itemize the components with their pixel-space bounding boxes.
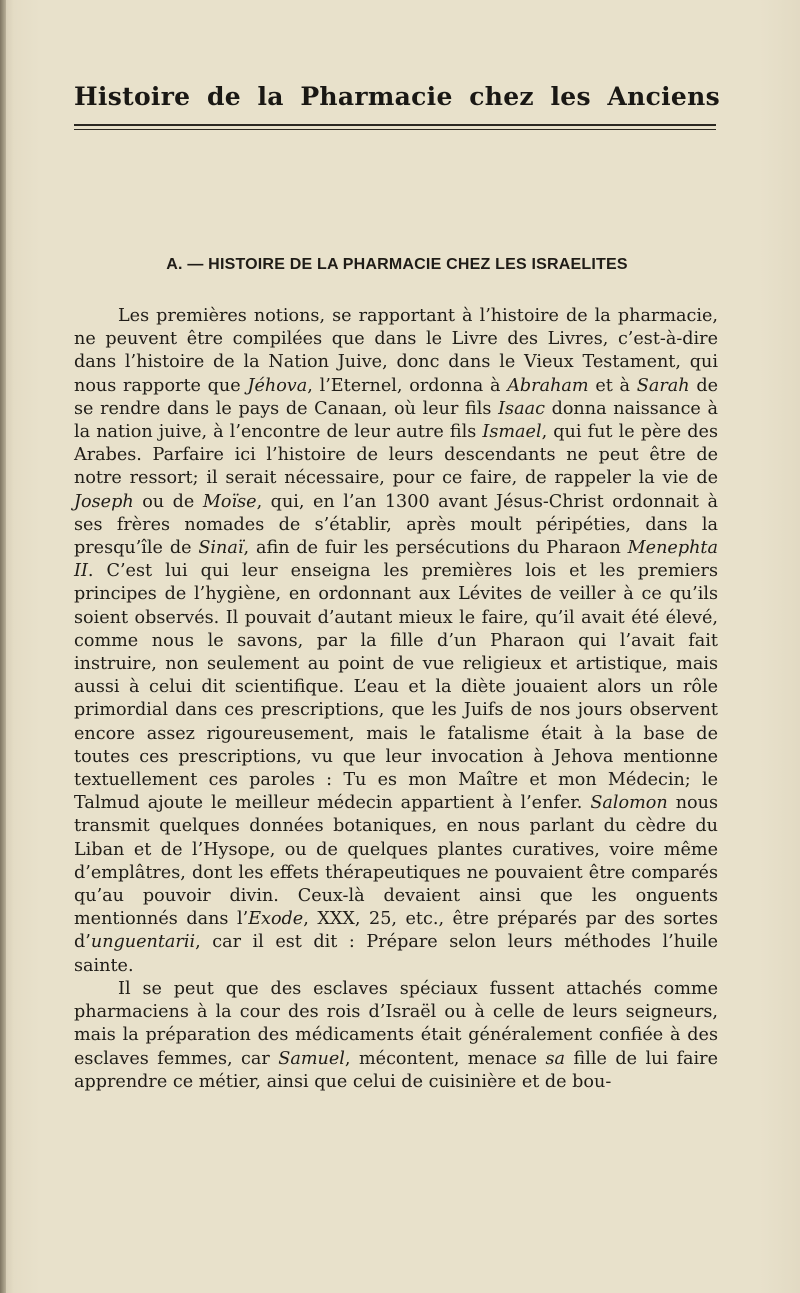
paragraph (74, 978, 718, 1094)
italic-text-run: Exode (248, 909, 304, 930)
text-run: nous transmit quelques données botaniques, en nous parlant du cèdre du Liban et de l’Hysope, ou de quelques plantes curatives, voire même d’emplâtres, dont les effets thérapeutiques ne pouvaient être comparés qu’au pouvoir divin. Ceux-là devaient ainsi que les onguents mentionnés dans l’ (74, 793, 718, 930)
running-head-word: Histoire (74, 82, 191, 111)
italic-text-run: Sarah (636, 375, 690, 396)
running-head-word: la (257, 82, 284, 111)
italic-text-run: Joseph (74, 491, 134, 512)
text-run: Les premières notions, se rapportant à l’histoire de la pharmacie, ne peuvent être compilées que dans le Livre des Livres, c’est-à-dire dans l’histoire de la Nation Juive, donc dans le Vieux Testament, qui nous rapporte que (74, 306, 718, 396)
italic-text-run: unguentarii (90, 932, 196, 953)
italic-text-run: Samuel (278, 1048, 345, 1069)
text-run: donna naissance à la nation juive, à l’encontre de leur autre fils (74, 398, 718, 443)
italic-text-run: Abraham (507, 375, 589, 396)
italic-text-run: Moïse (202, 491, 257, 512)
body-text (74, 305, 718, 1094)
header-rule-thick (74, 124, 716, 126)
italic-text-run: sa (545, 1048, 565, 1069)
text-run: ou de (133, 491, 203, 512)
text-run: , car il est dit : Prépare selon leurs méthodes l’huile sainte. (74, 932, 718, 976)
running-head-word: Pharmacie (300, 82, 453, 111)
text-run: , afin de fuir les persécutions du Pharaon (243, 538, 628, 559)
paragraph (74, 305, 718, 978)
running-head-word: chez (469, 82, 534, 111)
header-rule-thin (74, 129, 716, 130)
italic-text-run: Sinaï (198, 538, 244, 559)
text-run: , l’Eternel, ordonna à (307, 375, 508, 396)
italic-text-run: Salomon (590, 793, 668, 814)
book-spine-edge (0, 0, 6, 1293)
text-run: , qui fut le père des Arabes. Parfaire ici l’histoire de leurs descendants ne peut être de notre ressort; il serait nécessaire, pour ce faire, de rappeler la vie de (74, 422, 718, 489)
running-head-word: les (550, 82, 591, 111)
running-head-word: de (206, 82, 241, 111)
italic-text-run: Jéhova (247, 375, 308, 396)
text-run: , qui, en l’an 1300 avant Jésus-Christ ordonnait à ses frères nomades de s’établir, après moult péripéties, dans la presqu’île de (74, 491, 718, 559)
text-run: Il se peut que des esclaves spéciaux fussent attachés comme pharmaciens à la cour des rois d’Israël ou à celle de leurs seigneurs, mais la préparation des médicaments était généralement confiée à des esclaves femmes, car (74, 978, 718, 1069)
italic-text-run: Menephta II (74, 538, 718, 582)
italic-text-run: Ismael (482, 422, 542, 443)
section-title: A. — HISTOIRE DE LA PHARMACIE CHEZ LES ISRAELITES (166, 256, 628, 273)
text-run: , mécontent, menace (344, 1048, 546, 1069)
text-run: . C’est lui qui leur enseigna les premières lois et les premiers principes de l’hygiène, en ordonnant aux Lévites de veiller à ce qu’ils soient observés. Il pouvait d’autant mieux le faire, qu’il avait été élevé, comme nous le savons, par la fille d’un Pharaon qui l’avait fait instruire, non seulement au point de vue religieux et artistique, mais aussi à celui dit scientifique. L’eau et la diète jouaient alors un rôle primordial dans ces prescriptions, que les Juifs de nos jours observent encore assez rigoureusement, mais le fatalisme était à la base de toutes ces prescriptions, vu que leur invocation à Jehova mentionne textuellement ces paroles : Tu es mon Maître et mon Médecin; le Talmud ajoute le meilleur médecin appartient à l’enfer. (74, 561, 718, 814)
text-run: et à (588, 375, 637, 396)
italic-text-run: Isaac (498, 398, 545, 419)
text-run: fille de lui faire apprendre ce métier, ainsi que celui de cuisinière et de bou- (74, 1048, 718, 1092)
running-head-word: Anciens (607, 82, 720, 111)
text-run: de se rendre dans le pays de Canaan, où leur fils (74, 375, 718, 419)
running-head (74, 82, 720, 111)
text-run: , XXX, 25, etc., être préparés par des sortes d’ (74, 909, 718, 953)
